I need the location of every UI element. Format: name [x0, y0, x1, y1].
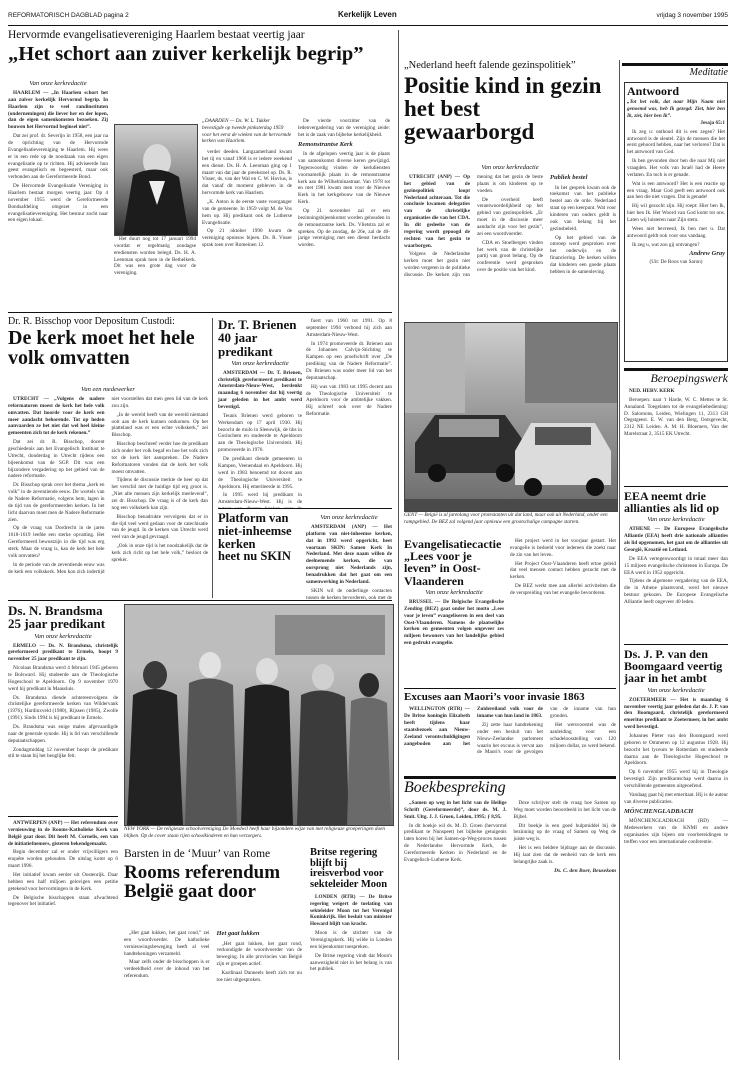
news-photo — [124, 604, 394, 826]
brienen-headline: 40 jaar predikant — [218, 330, 273, 359]
brandsma-lead: ERMELO — Ds. N. Brandsma, christelijk gereformeerd predikant te Ermelo, hoopt 9 november 25 jaar predikant te zijn. — [8, 642, 118, 663]
brandsma-paragraph: Zondagmiddag 12 november hoopt de predikant stil te staan bij het heuglijke feit. — [8, 746, 118, 760]
main-col4 — [298, 118, 390, 308]
meditatie-paragraph: Ik zeg u: onthoud dit is een zegen? Het antwoord is de sleutel. Zijn de mensen die het eerst gehoord hebben, naar het verloren? Dat is het antwoord van God. — [627, 128, 725, 156]
brienen-byline: Van onze kerkredactie — [231, 359, 289, 367]
news-photo-caption — [124, 826, 392, 846]
skin-byline: Van onze kerkredactie — [320, 514, 378, 521]
boomgaard-headline: Ds. J. P. van den Boomgaard veertig jaar in het ambt — [624, 648, 723, 686]
bisschop-kicker: Dr. R. Bisschop voor Depositum Custodi: — [8, 316, 175, 327]
beroepingswerk-body — [624, 388, 728, 484]
antwerpen-paragraph: De Belgische bisschoppen staan afwachtend tegenover het initiatief. — [8, 894, 118, 908]
bisschop-paragraph: Tijdens de discussie merkte de heer op dat het verschil met de huidige tijd erg groot is. „Niet alle mensen zijn kerkelijk meelevend”, zei dr. Bisschop. De vraag is of de kerk dan nog een volkskerk kan zijn. — [111, 477, 208, 511]
boomgaard-lead: ZOETERMEER — Het is maandag 6 november veertig jaar geleden dat ds. J. P. van den Boomgaard, christelijk gereformeerd emeritus predikant te Zoetermeer, in het ambt werd bevestigd. — [624, 696, 728, 731]
moon-paragraph: De Britse regering vindt dat Moon's aanwezigheid niet in het belang is van het publiek. — [310, 952, 392, 973]
boomgaard-byline: Van onze kerkredactie — [647, 686, 705, 694]
vlaanderen-byline: Van onze kerkredactie — [425, 588, 483, 596]
brienen-paragraph: De predikant diende gemeenten in Kampen, Veenendaal en Apeldoorn. Hij werd in 1983 benoemd tot docent aan de Theologische Universiteit te Apeldoorn. Hij emeriteerde in 1995. — [218, 456, 302, 490]
book-paragraph: In dit boekje wil ds. M. D. Groen (hervormd predikant te Nunspeet) het bijbelse getuigenis laten horen bij het Samen-op-Weg-proces tussen de Nederlandse Hervormde Kerk, de Gereformeerde Kerken in Nederland en de Evangelisch-Lutherse Kerk. — [404, 822, 507, 863]
vlaanderen-headline: „Lees voor je leven” in Oost-Vlaanderen — [404, 549, 481, 588]
boekbespreking-header: Boekbespreking — [404, 776, 616, 797]
moon-lead: LONDEN (RTR) — De Britse regering weigert de toelating van sekteleider Moon tot het Verenigd Koninkrijk. Het besluit van minister Howard blijft van kracht. — [310, 893, 392, 928]
section-rule — [8, 600, 392, 601]
main-col2 — [114, 236, 196, 306]
main-paragraph: Op 21 oktober 1990 kwam de vereniging opnieuw bijeen. Ds. R. Visser sprak toen over Romeinen 12. — [202, 228, 292, 249]
book-title: „Samen op weg in het licht van de Heilige Schrift (Gereformeerde)”, door ds. M. J. Smit. Uitg. J. J. Groen, Leiden, 1995; ƒ 8,95. — [404, 800, 507, 820]
book-reviewer: Ds. C. den Boer, Beusekom — [554, 867, 616, 874]
portrait-figure — [115, 125, 197, 235]
meditatie-paragraph: Ik ben gevonden door hen die naar Mij niet vraagden. Het volk van Israël had de Heere verlaten. En toch is er genade. — [627, 158, 725, 178]
eea-article — [624, 490, 728, 640]
positie-paragraph: CDA en Stoelbergen vinden het werk van de christelijke partij van groot belang. Op de conferentie werd gesproken over de positie van het kind. — [477, 239, 543, 274]
positie-paragraph: In het gesprek kwam ook de toekomst van het publieke bestel aan de orde. Nederland staat op een keerpunt. Wat voor kinderen van ouders geldt is ook van belang bij het gezinsbeleid. — [550, 184, 616, 232]
boomgaard-paragraph: MÖNCHENGLADBACH (RD) — Medewerkers van de KNMI en andere organisaties zijn bijeen om voorbereidingen te treffen voor een internationale conferentie. — [624, 818, 728, 845]
positie-body — [404, 162, 616, 322]
rome-subhead: Het gaat lukken — [216, 930, 260, 937]
main-paragraph: De vierde voorzitter van de ledenvergadering van de vereniging zeide: het is de zaak van bijbelse kerkelijkheid. — [298, 118, 390, 138]
bisschop-byline: Van een medewerker — [81, 386, 135, 393]
book-paragraph: Dit boekje is een goed hulpmiddel bij de bezinning op de vraag of Samen op Weg de juiste weg is. — [513, 822, 616, 843]
main-headline: „Het schort aan zuiver kerkelijk begrip” — [8, 42, 364, 65]
boomgaard-subhead: MÖNCHENGLADBACH — [624, 807, 694, 815]
skin-paragraph: SKIN wil de onderlinge contacten tussen de kerken bevorderen, ook met de — [306, 587, 392, 600]
antwerpen-article — [8, 820, 118, 1060]
bisschop-paragraph: Dat zei dr. R. Bisschop, docent geschiedenis aan het Evangelisch Instituut te Utrecht, donderdag in Utrecht tijdens een bijeenkomst van de SGP. Dit was een bijzondere vergadering op het gebied van de nadere reformatie. — [8, 439, 105, 480]
vlaanderen-article — [404, 538, 504, 688]
bisschop-body — [8, 384, 208, 598]
positie-kicker: „Nederland heeft falende gezinspolitiek” — [404, 60, 576, 71]
eea-byline: Van onze kerkredactie — [647, 516, 705, 524]
book-paragraph: Het is een heldere bijdrage aan de discussie. Hij laat zien dat de eenheid van de kerk een belangrijke zaak is. — [513, 845, 616, 865]
bisschop-paragraph: Dr. Bisschop sprak over het thema „kerk en volk” in de zeventiende eeuw. De wortels van de Nadere Reformatie, volgens hem, lagen in de tijd van de gereformeerden kerken. In het licht daarvan moet men de Nadere Reformatie zien. — [8, 482, 105, 523]
positie-lead: UTRECHT (ANP) — Op het gebied van de gezinspolitiek loopt Nederland achteraan. Tot die conclusie kwamen delegaties van de christelijke organisaties die van het CDA. In dit gedeelte van de regering wordt gepoogd de rechten van het gezin te waarborgen. — [404, 174, 470, 249]
main-byline: Van onze kerkredactie — [29, 80, 87, 87]
skin-body — [306, 512, 392, 600]
skin-kicker: Platform van niet-inheemse kerken — [218, 512, 292, 551]
section-rule — [8, 816, 118, 817]
column-divider — [398, 30, 399, 1060]
skin-headline: heet nu SKIN — [218, 549, 291, 564]
brienen-kicker: Dr. T. Brienen — [218, 318, 297, 332]
rome-paragraph: „Het gaat lukken, het gaat rond,” zei een woordvoerder. De katholieke vernieuwingsbeweging heeft al veel handtekeningen verzameld. — [124, 930, 210, 957]
eea-paragraph: Tijdens de algemene vergadering van de EEA, die in Athene plaatsvond, werd het nieuwe bestuur gekozen. De Europese Evangelische Alliantie heeft ongeveer 40 leden. — [624, 578, 728, 606]
moon-headline: Britse regering blijft bij ireisverbod voor sekteleider Moon — [310, 848, 388, 891]
rome-heading — [124, 848, 302, 938]
vlaanderen-lead: BRUSSEL — De Belgische Evangelische Zending (BEZ) gaat onder het motto „Lees voor je leven” evangeliseren in een deel van Oost-Vlaanderen. Namens de plaatselijke kerken en gemeenten volgen ongeveer zes miljoen bewoners van het landelijke gebied een gedrukt evangelie. — [404, 598, 504, 647]
brandsma-kicker: Ds. N. Brandsma — [8, 604, 103, 618]
positie-heading — [404, 60, 616, 160]
vlaanderen-col2 — [510, 538, 616, 688]
rome-headline: Rooms referendum België gaat door — [124, 861, 281, 903]
meditatie-paragraph: Hij wil gezocht zijn. Hij roept: Hier ben Ik, hier ben Ik. Het Woord van God komt tot ons. Laten wij luisteren naar Zijn stem. — [627, 203, 725, 223]
brienen-lead: AMSTERDAM — Dr. T. Brienen, christelijk gereformeerd predikant te Amsterdam-Nieuw-West, herdenkt maandag 6 november dat hij veertig jaar geleden in het ambt werd bevestigd. — [218, 369, 302, 411]
antwerpen-lead: ANTWERPEN (ANP) — Het referendum over vernieuwing in de Rooms-Katholieke Kerk van België gaat door. Dit heeft M. Cornelis, een van de initiatiefnemers, gisteren bekendgemaakt. — [8, 820, 118, 847]
column-divider — [619, 60, 620, 1060]
antwerpen-paragraph: Het initiatief kwam eerder uit Oostenrijk. Daar hebben een half miljoen gelovigen een petitie getekend voor hervormingen in de Kerk. — [8, 872, 118, 892]
boomgaard-article — [624, 648, 728, 1062]
maori-article — [404, 692, 616, 772]
brandsma-paragraph: Ds. Brandsma diende achtereenvolgens de christelijke gereformeerde kerken van Wildervank (1976), Hardinxveld (1980), Rijssen (1985), Zwolle (1991). Sinds 1994 is hij predikant te Ermelo. — [8, 694, 118, 722]
brandsma-paragraph: Nicolaas Brandsma werd 4 februari 1945 geboren te Bolsward. Hij studeerde aan de Theologische Hogeschool te Apeldoorn. Op 9 november 1970 werd hij predikant in Maassluis. — [8, 665, 118, 692]
positie-paragraph: Volgens de Nederlandse kerken moet het gezin niet worden vergeten in de politieke discussie. De kerken zijn van mening dat het gezin de beste plaats is om kinderen op te voeden. — [404, 174, 543, 279]
bisschop-paragraph: „In de wereld heeft van de wereld niemand ooit aan de kerk kunnen ontkomen. Op het platteland was er een echte volkskerk,” zei Bisschop. — [111, 411, 208, 439]
maori-paragraph: Zij zette haar handtekening onder een besluit van het Nieuw-Zeelandse parlement waarin het excuus is vervat aan de Maori's voor de gevolgen van de inname van hun gronden. — [477, 706, 616, 756]
rome-kicker: Barsten in de ‘Muur’ van Rome — [124, 848, 271, 860]
bisschop-paragraph: „Ook in onze tijd is het noodzakelijk dat de kerk zich richt op het hele volk,” besloot de spreker. — [111, 543, 208, 563]
section-rule — [8, 312, 392, 313]
cars-in-street — [405, 323, 617, 511]
main-paragraph: Op 21 november zal er een bezinningsbijeenkomst worden gehouden in de remonstrantse kerk. Ds. Vlietstra zal er spreken. Op de zondag, de 26e, zal de 40-jarige vereniging met een dienst herdacht worden. — [298, 208, 390, 249]
positie-subhead: Publiek bestel — [550, 174, 588, 181]
meditatie-quote: „Tot het volk, dat naar Mijn Naam niet genoemd was, heb Ik gezegd: Ziet, hier ben Ik, ziet, hier ben Ik”. — [627, 99, 725, 119]
rome-paragraph: Kardinaal Danneels heeft zich tot nu toe niet uitgesproken. — [216, 970, 302, 983]
brienen-col2 — [306, 318, 392, 508]
bisschop-lead: UTRECHT — „Volgens de nadere reformatoren moest de kerk het hele volk omvatten. Dat hoorde voor de kerk een meer aandacht behorende. Tot op heden aanvaarden ze het niet dat wel heel kleine gemeenten zich tot de kerk rekenen.” — [8, 396, 105, 437]
bisschop-paragraph: Bisschop benadrukte vervolgens dat er in die tijd veel werd gedaan voor de catechisatie van de jeugd. In de kerken van Utrecht werd veel van de jeugd gevraagd. — [111, 513, 208, 541]
main-paragraph: De Hervormde Evangelisatie Vereniging in Haarlem bestaat morgen veertig jaar. Op 4 november 1955 werd de Gereformeerde Bondsafdeling omgezet in een evangelisatievereniging. Het bestuur zocht naar een eigen lokaal. — [8, 183, 108, 224]
meditatie-reference: Jesaja 65:1 — [700, 119, 725, 126]
bisschop-heading — [8, 316, 208, 386]
news-photo-caption-text: NEW YORK — De religieuze schoolvereniging De Moedwil heeft haar bijzondere wijze van met religieuze groeperingen doen blijken. Op de cover staan rijen schoolkinderen en hun verzorgers. — [124, 826, 385, 839]
eea-lead: ATHENE — De Europese Evangelische Alliantie (EEA) heeft drie nationale allianties als lid opgenomen, het gaat om de allianties uit Georgië, Kroatië en Letland. — [624, 526, 728, 554]
main-paragraph: Dat zei prof. dr. Severijn in 1958, een jaar na de oprichting van de Hervormde Evangelisatievereniging te Haarlem. Hij wees er in een rede op de noodzaak van een eigen evangelisatie op te richten. Hij adviseerde hun geest evangelisch en begeesterd, maar ook verbonden aan de Gereformeerde Bond. — [8, 133, 108, 181]
main-col1 — [8, 78, 108, 308]
brienen-paragraph: Teunis Brienen werd geboren te Werkendam op 17 april 1930. Hij bezocht de mulo in Sleeuwijk, de hbs in Gorinchem en studeerde te Apeldoorn aan de Theologische Universiteit. Hij promoveerde in 1976. — [218, 412, 302, 454]
street-photo-caption — [404, 512, 616, 534]
book-paragraph: Deze schrijver stelt de vraag hoe Samen op Weg moet worden beoordeeld in het licht van de Bijbel. — [513, 800, 616, 820]
boomgaard-paragraph: Johannes Pieter van den Boomgaard werd geboren te Ommeren op 12 augustus 1928. Hij bezocht het lyceum te Rotterdam en studeerde daarna aan de Theologische Hogeschool te Apeldoorn. — [624, 733, 728, 767]
positie-headline: Positie kind in gezin het best gewaarborgd — [404, 72, 602, 145]
street-photo-caption-text: GENT — België is al jarenlang voor protestanten uit dat land, maar ook uit Nederland, onder een rampgebied. De BEZ zal volgend jaar opnieuw een grootschalige campagne starten. — [404, 512, 608, 525]
skin-article — [218, 512, 302, 600]
beroepingswerk-header: Beroepingswerk — [624, 368, 728, 386]
portrait-photo — [114, 124, 198, 236]
main-kicker: Hervormde evangelisatievereniging Haarlem bestaat veertig jaar — [8, 29, 305, 41]
meditatie-paragraph: Wees niet bevreesd, Ik ben met u. Dat antwoord geldt ook voor ons vandaag. — [627, 225, 725, 239]
beroeping-text: Beroepen: naar 't Harde, W. C. Mettes te St. Annaland. Toegelaten tot de evangeliebediening: D. Salomons, Leiden, Wielingen 11, 2313 GH Oegstgeest. E. W. van den Berg, Ootsgevecht, 2312 NE Leiden. A. M. H. Bloemers, Van der Marelstraat 2, 3515 EK Utrecht. — [624, 396, 728, 438]
section-title: Kerkelijk Leven — [338, 10, 397, 19]
main-paragraph: Het duurt nog tot 17 januari 1994 voordat er regelmatig zondagse erediensten worden belegd. Ds. H. A. Leenman sprak toen in de Bethelkerk. Dit was een grote dag voor de vereniging. — [114, 236, 196, 277]
maori-paragraph: Het wetsvoorstel was de aanleiding voor een schadeloosstelling van 120 miljoen dollar, zo werd bekend. — [550, 721, 616, 749]
meditatie-header: Meditatie — [622, 63, 728, 81]
meditatie-source: (Uit: De Roos van Saron) — [649, 259, 703, 265]
eea-headline: EEA neemt drie allianties als lid op — [624, 490, 720, 516]
boomgaard-paragraph: Op 6 november 1955 werd hij in Theologie bevestigd. Zijn predikantschap werd daarna in verschillende gemeenten uitgeoefend. — [624, 769, 728, 790]
brienen-paragraph: In 1974 promoveerde dr. Brienen aan de Johannes Calvijn-Stichting te Kampen op een proefschrift over „De prediking van de Nadere Reformatie”. Dr. Brienen was onder meer lid van het deputaatschap. — [306, 340, 392, 381]
brienen-paragraph: In 1995 werd hij predikant in Amsterdam-Nieuw-West. Hij is de — [218, 492, 302, 506]
paper-name: REFORMATORISCH DAGBLAD pagina 2 — [8, 12, 129, 19]
bisschop-paragraph: In de periode van de zeventiende eeuw was de kerk een volkskerk. Men kon zich indertijd niet voorstellen dat men geen lid van de kerk zou zijn. — [8, 396, 208, 575]
rome-paragraph: „Het gaat lukken, het gaat rond, verkondigde de woordvoerder van de beweging. In alle provincies van België zijn er groepen actief. — [216, 940, 302, 968]
vlaanderen-paragraph: De BEZ werkt mee aan allerlei activiteiten die de verspreiding van het evangelie bevorderen. — [510, 583, 616, 597]
main-col3 — [202, 118, 292, 308]
meditatie-box — [624, 82, 728, 362]
positie-byline: Van onze kerkredactie — [481, 164, 539, 171]
skin-lead: AMSTERDAM (ANP) — Het platform van niet-inheemse kerken, dat in 1992 werd opgericht, heet voortaan SKIN: Samen Kerk In Nederland. Met deze naam willen de deelnemende kerken, die van oorsprong niet Nederlands zijn, benadrukken dat het gaat om een samenwerking in Nederland. — [306, 524, 392, 585]
brandsma-article — [8, 604, 118, 814]
maori-headline: Excuses aan Maori’s voor invasie 1863 — [404, 692, 585, 703]
moon-paragraph: Moon is de stichter van de Verenigingskerk. Hij wilde in Londen een bijeenkomst toespreken. — [310, 930, 392, 950]
positie-paragraph: De overheid heeft verantwoordelijkheid op het gebied van gezinspolitiek. „Er moet in de discussie meer aandacht zijn voor het gezin”, zei een woordvoerder. — [477, 196, 543, 237]
vlaanderen-paragraph: Het project werd in het voorjaar gestart. Het evangelie is bedoeld voor iedereen die zoekt naar de zin van het leven. — [510, 538, 616, 558]
meditatie-paragraph: Ik zeg u, wat zou gij ontvangen? — [632, 241, 700, 248]
brandsma-paragraph: Ds. Brandsma was enige malen afgevaardigde naar de generale synode. Hij is lid van verschillende deputaatschappen. — [8, 723, 118, 744]
page-header-bar — [8, 10, 728, 24]
portrait-caption: „DAARDEN — Ds. W. L. Tukker bevestigde op tweede pinksterdag 1959 voor het eerst de wieken van de hervormde kerken van Haarlem. — [202, 118, 292, 145]
header-rule — [8, 25, 728, 26]
brienen-paragraph: fuert van 1960 tot 1991. Op 8 september 1994 verbond hij zich aan Amsterdam-Nieuw-West. — [306, 318, 392, 338]
brienen-article — [218, 318, 302, 508]
antwerpen-paragraph: Begin december zal er onder vrijwilligers een enquête worden gehouden. De uitslag komt op 6 maart 1996. — [8, 849, 118, 870]
column-divider — [212, 318, 213, 598]
bisschop-paragraph: Op de vraag van Dordrecht in de jaren 1618-1619 leefde een sterke opvatting. Het Gereformeerd bewustzijn in die tijd was erg sterk. Maar de vraag is, kan de kerk het hele volk omvatten? — [8, 525, 105, 559]
meditatie-author: Andrew Gray — [689, 250, 725, 258]
brienen-paragraph: Hij was van 1983 tot 1995 docent aan de Theologische Universiteit te Apeldoorn voor de ambtelijke vakken. Hij schreef ook over de Nadere Reformatie. — [306, 383, 392, 418]
street-photo — [404, 322, 618, 512]
main-paragraph: verder deeden. Langzamerhand kwam het tij en vanaf 1968 is er iedere weekend een dienst. Ds. H. A. Leenman ging op 1 maart van dat jaar de preekstoel op. Ds. R. Visser, ds. van der Wal en C. W. Hovius, is dat vanaf dit moment gebleven in de hervormde kerk van Haarlem. — [202, 149, 292, 197]
rome-paragraph: Maar zelfs onder de bisschoppen is er verdeeldheid over de inhoud van het referendum. — [124, 959, 210, 980]
meditatie-paragraph: Wat is een antwoord? Het is een reactie op een vraag. Maar God geeft een antwoord ook aan hen die niet vragen. Dat is genade! — [627, 180, 725, 201]
boekbespreking-body — [404, 800, 616, 1062]
crowd-figures — [125, 605, 393, 825]
page-date: vrijdag 3 november 1995 — [656, 12, 728, 19]
section-rule — [218, 508, 392, 509]
main-paragraph: „K. Anton is de eerste vaste voorganger van de gemeente. In 1959 volgt M. de Vos hem op. Hij predikant ook de Lutherse Evangelisatie. — [202, 199, 292, 226]
main-subhead: Remonstrantse Kerk — [298, 140, 353, 148]
boomgaard-paragraph: Vandaag gaat hij met emeritaat. Hij is de auteur van diverse publicaties. — [624, 791, 728, 805]
maori-lead: WELLINGTON (RTR) — De Britse koningin Elizabeth heeft tijdens haar staatsbezoek aan Nieuw-Zeeland verontschuldigingen aangeboden aan het Zuidereiland volk voor de inname van hun land in 1863. — [404, 706, 543, 747]
section-rule — [624, 486, 728, 487]
bisschop-paragraph: Bisschop beschreef verder hoe de predikant zich onder het volk begaf en hoe het volk zich tot de kerk liet aanspreken. De Nadere Reformatoren vonden dat de kerk het volk moest omvatten. — [111, 441, 208, 475]
moon-article — [310, 848, 392, 1060]
meditatie-title: Antwoord — [627, 84, 680, 98]
positie-paragraph: Op het gebied van de omroep werd gesproken over het onderwijs en de financiering. De kerken willen dat kinderen een goede plaats hebben in de samenleving. — [550, 234, 616, 275]
bisschop-headline: De kerk moet het hele volk omvatten — [8, 327, 195, 370]
eea-paragraph: De EEA vertegenwoordigt in totaal meer dan 15 miljoen evangelische christenen in Europa. De EEA werd in 1952 opgericht. — [624, 555, 728, 576]
brandsma-byline: Van onze kerkredactie — [34, 632, 92, 640]
brandsma-headline: 25 jaar predikant — [8, 616, 106, 632]
section-rule — [624, 644, 728, 645]
section-rule — [404, 688, 616, 689]
church-name: NED. HERV. KERK — [629, 388, 675, 394]
rome-body — [124, 930, 302, 1060]
main-paragraph: In de afgelopen veertig jaar is de plaats van samenkomst diverse keren gewijzigd. Tegenwoordig vinden de kerkdiensten voornamelijk plaats in de remonstrantse kerk aan de Wilhelminastraat. Van 1978 tot en met 1981 kwam men voor de Nieuwe Kerk in het kerkgebouw van de Nieuwe Kerk. — [298, 151, 390, 206]
vlaanderen-paragraph: Het Project Oost-Vlaanderen heeft ertoe geleid dat veel mensen contact hebben gezocht met de kerken. — [510, 560, 616, 581]
vlaanderen-kicker: Evangelisatiecactie — [404, 538, 502, 551]
main-lead: HAARLEM — „In Haarlem schort het aan zuiver kerkelijk Hervormd begrip. In Haarlem zijn te veel randinstituten (ondernemingen) die liever her en der lopen, dan de eigen samenkomsten bezoeken. Zij bouwen het Hervormd beginsel niet”. — [8, 90, 108, 131]
